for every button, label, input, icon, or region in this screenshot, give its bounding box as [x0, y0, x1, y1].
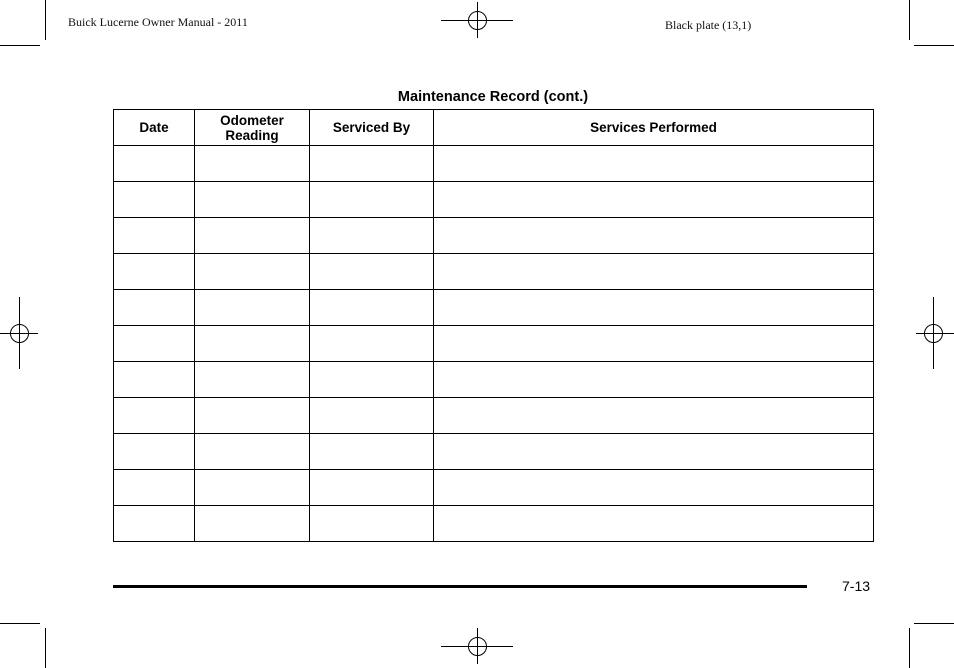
crop-mark-bottom-right-v [909, 628, 910, 668]
table-row [114, 254, 874, 290]
column-header-odometer [195, 110, 310, 146]
table-row [114, 434, 874, 470]
serviced-by-cell [310, 182, 434, 218]
odometer-cell [195, 290, 310, 326]
serviced-by-cell [310, 290, 434, 326]
services-performed-cell [434, 470, 874, 506]
page-number: 7-13 [842, 578, 871, 594]
services-performed-cell [434, 182, 874, 218]
date-cell [114, 182, 195, 218]
odometer-cell [195, 434, 310, 470]
date-cell [114, 362, 195, 398]
odometer-cell [195, 398, 310, 434]
table-row [114, 146, 874, 182]
serviced-by-cell [310, 470, 434, 506]
services-performed-cell [434, 362, 874, 398]
crop-mark-bottom-left-h [0, 623, 40, 624]
crop-mark-bottom-left-v [45, 628, 46, 668]
maintenance-record-table [113, 109, 874, 542]
services-performed-cell [434, 506, 874, 542]
table-row [114, 470, 874, 506]
odometer-cell [195, 182, 310, 218]
date-cell [114, 398, 195, 434]
crop-mark-top-left-h [0, 45, 40, 46]
column-header-date: Date [114, 110, 195, 146]
odometer-cell [195, 218, 310, 254]
odometer-cell [195, 326, 310, 362]
crop-mark-top-right-v [909, 0, 910, 40]
services-performed-cell [434, 146, 874, 182]
footer-rule [113, 585, 807, 588]
services-performed-cell [434, 290, 874, 326]
serviced-by-cell [310, 434, 434, 470]
odometer-cell [195, 470, 310, 506]
services-performed-cell [434, 434, 874, 470]
services-performed-cell [434, 218, 874, 254]
serviced-by-cell [310, 254, 434, 290]
manual-title-header: Buick Lucerne Owner Manual - 2011 [68, 15, 248, 29]
table-row [114, 506, 874, 542]
services-performed-cell [434, 254, 874, 290]
serviced-by-cell [310, 398, 434, 434]
serviced-by-cell [310, 146, 434, 182]
services-performed-cell [434, 326, 874, 362]
date-cell [114, 434, 195, 470]
date-cell [114, 146, 195, 182]
date-cell [114, 218, 195, 254]
date-cell [114, 470, 195, 506]
date-cell [114, 290, 195, 326]
date-cell [114, 506, 195, 542]
page-title: Maintenance Record (cont.) [397, 89, 589, 105]
column-header-services-performed: Services Performed [434, 110, 874, 146]
plate-header: Black plate (13,1) [665, 18, 752, 32]
table-row [114, 398, 874, 434]
table-row [114, 362, 874, 398]
serviced-by-cell [310, 506, 434, 542]
table-row [114, 290, 874, 326]
crop-mark-bottom-right-h [914, 623, 954, 624]
serviced-by-cell [310, 362, 434, 398]
date-cell [114, 326, 195, 362]
column-header-serviced-by: Serviced By [310, 110, 434, 146]
odometer-cell [195, 254, 310, 290]
date-cell [114, 254, 195, 290]
odometer-cell [195, 146, 310, 182]
services-performed-cell [434, 398, 874, 434]
column-header-odometer-label: Odometer Reading [220, 112, 284, 143]
odometer-cell [195, 362, 310, 398]
crop-mark-top-right-h [914, 45, 954, 46]
table-header-row [114, 110, 874, 146]
odometer-cell [195, 506, 310, 542]
serviced-by-cell [310, 326, 434, 362]
table-row [114, 218, 874, 254]
serviced-by-cell [310, 218, 434, 254]
crop-mark-top-left-v [45, 0, 46, 40]
table-row [114, 326, 874, 362]
table-row [114, 182, 874, 218]
